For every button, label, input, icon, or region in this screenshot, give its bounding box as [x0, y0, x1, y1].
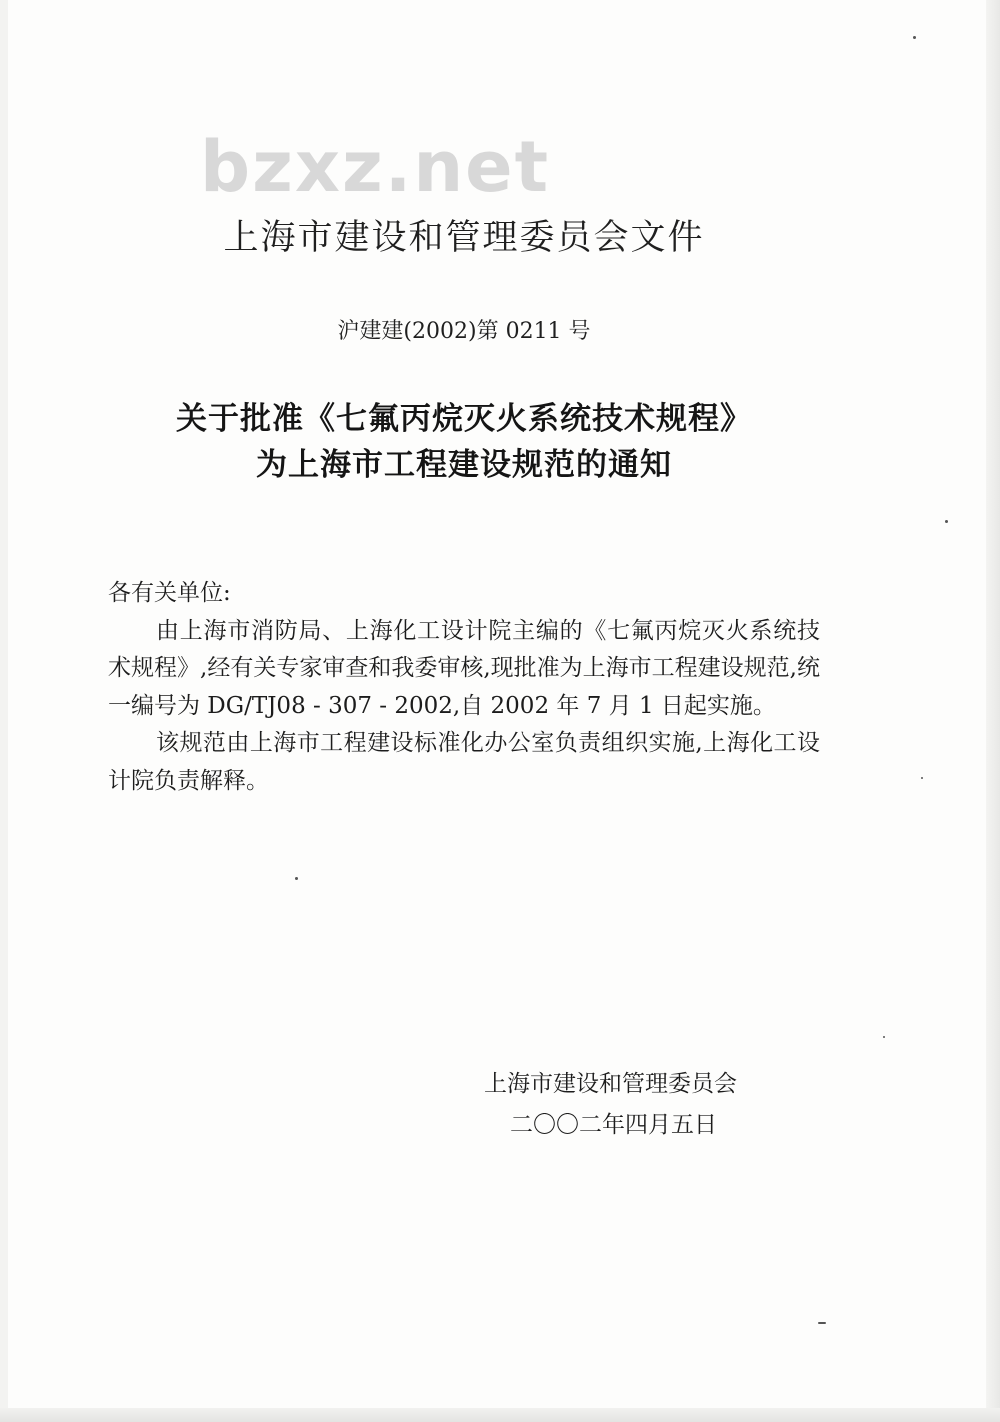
notice-title-line-1: 关于批准《七氟丙烷灭火系统技术规程》	[176, 401, 752, 437]
salutation: 各有关单位:	[108, 580, 231, 606]
notice-title-line-2: 为上海市工程建设规范的通知	[256, 447, 672, 483]
body-paragraph: 该规范由上海市工程建设标准化办公室负责组织实施,上海化工设计院负责解释。	[108, 730, 820, 794]
notice-title	[0, 396, 928, 488]
scan-speck	[883, 1036, 885, 1038]
scan-speck	[913, 36, 916, 39]
signing-organization: 上海市建设和管理委员会	[484, 1071, 737, 1097]
scan-speck	[818, 1322, 826, 1324]
scan-speck	[295, 877, 298, 880]
scan-speck	[921, 777, 923, 779]
signing-date: 二〇〇二年四月五日	[510, 1112, 717, 1138]
issuing-organization-header: 上海市建设和管理委员会文件	[223, 218, 705, 258]
watermark: bzxz.net	[200, 126, 551, 208]
scan-speck	[945, 520, 948, 523]
scan-right-edge	[986, 0, 1000, 1422]
signature-block	[484, 1064, 784, 1146]
scan-bottom-edge	[0, 1408, 1000, 1422]
body-paragraph: 由上海市消防局、上海化工设计院主编的《七氟丙烷灭火系统技术规程》,经有关专家审查和我委审核,现批准为上海市工程建设规范,统一编号为 DG/TJ08 - 307 - 2002,自 2002 年 7 月 1 日起实施。	[108, 617, 820, 719]
document-number: 沪建建(2002)第 0211 号	[337, 319, 591, 344]
notice-body	[108, 575, 820, 800]
